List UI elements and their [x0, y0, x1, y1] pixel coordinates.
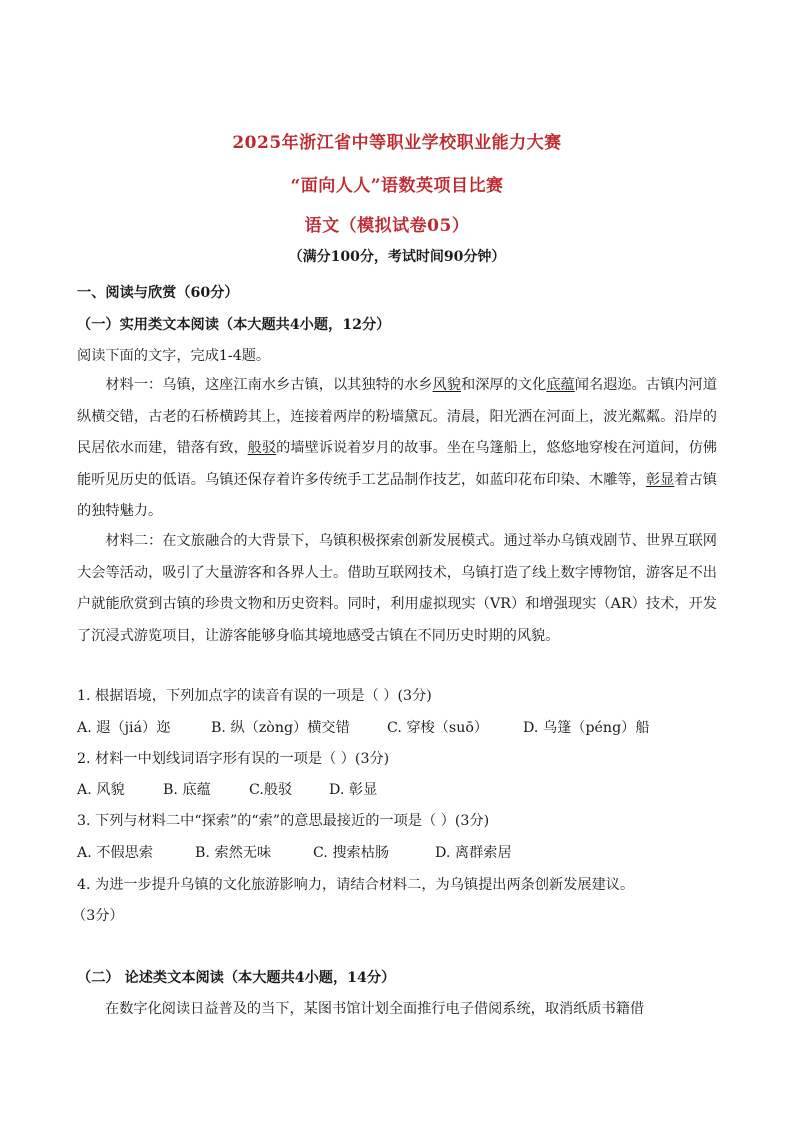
question-4-stem: 4. 为进一步提升乌镇的文化旅游影响力，请结合材料二，为乌镇提出两条创新发展建议。: [77, 877, 635, 893]
section-heading: 一、阅读与欣赏（60分）: [77, 285, 239, 301]
material1-text-3: 闻名遐迩。古镇内河道纵横交错，古老的石桥横跨其上，连接着两岸的粉墙黛瓦。清晨，阳光洒在河面上，波光粼粼。沿岸的民居依水而建，错落有致，: [77, 377, 717, 457]
question-3-option-c: C. 搜索枯肠: [313, 845, 390, 861]
question-1-stem: 1. 根据语境，下列加点字的读音有误的一项是（ ）(3分): [77, 688, 432, 704]
question-2-option-d: D. 彰显: [329, 782, 378, 798]
part1-instruction: 阅读下面的文字，完成1-4题。: [77, 348, 271, 364]
question-2-option-c: C.般驳: [249, 782, 293, 798]
material1-text-4: 的墙壁诉说着岁月的故事。坐在乌篷船上，悠悠地穿梭在河道间，仿佛能听见历史的低语。乌镇还保存着许多传统手工艺品制作技艺，如蓝印花布印染、木雕等，: [77, 440, 717, 488]
question-2-option-a: A. 风貌: [77, 782, 125, 798]
exam-title-line2: “面向人人”语数英项目比赛: [290, 176, 504, 196]
material1-text-2: 和深厚的文化: [460, 377, 547, 393]
exam-title-line3: 语文（模拟试卷05）: [304, 216, 470, 236]
question-3-option-a: A. 不假思索: [77, 845, 154, 861]
material-one: [77, 370, 717, 528]
part2-heading: （二） 论述类文本阅读（本大题共4小题，14分）: [77, 970, 396, 986]
question-1-option-b: B. 纵（zòng）横交错: [211, 720, 350, 736]
question-3-option-b: B. 索然无味: [195, 845, 272, 861]
exam-note: （满分100分，考试时间90分钟）: [288, 249, 506, 265]
material1-text-1: 材料一：乌镇，这座江南水乡古镇，以其独特的水乡: [105, 377, 433, 393]
material1-text-5: 着古镇的独特魅力。: [77, 471, 717, 520]
question-1-option-d: D. 乌篷（péng）船: [523, 720, 650, 736]
part1-heading: （一）实用类文本阅读（本大题共4小题，12分）: [77, 317, 391, 333]
material-two: 材料二：在文旅融合的大背景下，乌镇积极探索创新发展模式。通过举办乌镇戏剧节、世界互联网大会等活动，吸引了大量游客和各界人士。借助互联网技术，乌镇打造了线上数字博物馆，游客足不出户就能欣赏到古镇的珍贵文物和历史资料。同时，利用虚拟现实（VR）和增强现实（AR）技术，开发了沉浸式游览项目，让游客能够身临其境地感受古镇在不同历史时期的风貌。: [77, 533, 717, 644]
question-1-option-c: C. 穿梭（suō）: [387, 720, 489, 736]
question-3-stem: 3. 下列与材料二中“探索”的“索”的意思最接近的一项是（ ）(3分): [77, 813, 490, 829]
material1-underlined-word-3: 般驳: [247, 440, 277, 457]
material1-underlined-word-2: 底蕴: [546, 377, 575, 393]
question-2-option-b: B. 底蕴: [163, 782, 211, 798]
part2-text: 在数字化阅读日益普及的当下，某图书馆计划全面推行电子借阅系统，取消纸质书籍借: [105, 1001, 645, 1017]
question-2-stem: 2. 材料一中划线词语字形有误的一项是（ ）(3分): [77, 751, 390, 767]
question-3-option-d: D. 离群索居: [435, 845, 512, 861]
exam-title-line1: 2025年浙江省中等职业学校职业能力大赛: [232, 133, 562, 153]
material1-underlined-word-1: 风貌: [432, 377, 461, 393]
question-2-options: [77, 779, 377, 799]
question-1-options: [77, 717, 650, 737]
question-4-stem-continued: （3分）: [72, 908, 124, 924]
material1-underlined-word-4: 彰显: [645, 471, 675, 488]
question-3-options: [77, 842, 512, 862]
question-1-option-a: A. 遐（jiá）迩: [77, 720, 171, 736]
